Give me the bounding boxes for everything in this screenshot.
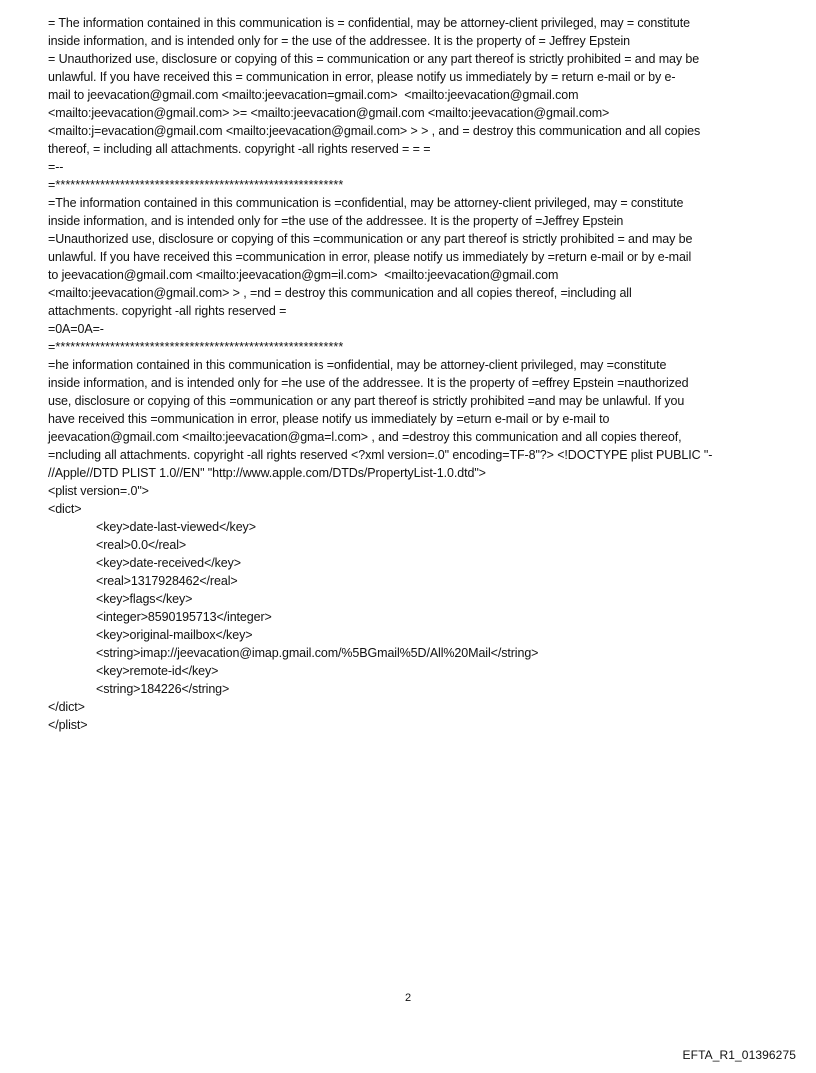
- text-line: = Unauthorized use, disclosure or copying of this = communication or any part thereof is strictly prohibited = and may be: [48, 52, 700, 66]
- text-line: attachments. copyright -all rights reserved =: [48, 304, 287, 318]
- text-line: thereof, = including all attachments. copyright -all rights reserved = = =: [48, 142, 431, 156]
- text-line: =The information contained in this communication is =confidential, may be attorney-client privileged, may = constitute: [48, 196, 684, 210]
- email-body: [48, 14, 778, 734]
- text-line: =Unauthorized use, disclosure or copying of this =communication or any part thereof is strictly prohibited = and may be: [48, 232, 693, 246]
- plist-entry: <string>184226</string>: [96, 682, 230, 696]
- text-line: inside information, and is intended only for =he use of the addressee. It is the property of =effrey Epstein =nauthorized: [48, 376, 689, 390]
- plist-entry: <string>imap://jeevacation@imap.gmail.com/%5BGmail%5D/All%20Mail</string>: [96, 646, 539, 660]
- text-line: <mailto:jeevacation@gmail.com> >= <mailto:jeevacation@gmail.com <mailto:jeevacation@gmail.com>: [48, 106, 610, 120]
- plist-entry: <key>date-last-viewed</key>: [96, 520, 256, 534]
- separator-line: =**********************************************************: [48, 178, 344, 192]
- plist-entry: <real>0.0</real>: [96, 538, 187, 552]
- plist-entry: <integer>8590195713</integer>: [96, 610, 272, 624]
- text-line: </plist>: [48, 718, 88, 732]
- text-line: use, disclosure or copying of this =ommunication or any part thereof is strictly prohibited =and may be unlawful. If you: [48, 394, 685, 408]
- plist-entry: <key>date-received</key>: [96, 556, 241, 570]
- text-line: <dict>: [48, 502, 82, 516]
- text-line: inside information, and is intended only for =the use of the addressee. It is the property of =Jeffrey Epstein: [48, 214, 624, 228]
- plist-entry: <key>remote-id</key>: [96, 664, 219, 678]
- separator-line: =**********************************************************: [48, 340, 344, 354]
- plist-entry: <key>original-mailbox</key>: [96, 628, 253, 642]
- text-line: //Apple//DTD PLIST 1.0//EN" "http://www.apple.com/DTDs/PropertyList-1.0.dtd">: [48, 466, 486, 480]
- text-line: =0A=0A=-: [48, 322, 104, 336]
- text-line: </dict>: [48, 700, 85, 714]
- text-line: <plist version=.0">: [48, 484, 149, 498]
- text-line: to jeevacation@gmail.com <mailto:jeevacation@gm=il.com> <mailto:jeevacation@gmail.com: [48, 268, 559, 282]
- plist-entry: <real>1317928462</real>: [96, 574, 238, 588]
- text-line: <mailto:j=evacation@gmail.com <mailto:jeevacation@gmail.com> > > , and = destroy this communication and all copies: [48, 124, 701, 138]
- text-line: unlawful. If you have received this = communication in error, please notify us immediately by = return e-mail or by e-: [48, 70, 676, 84]
- plist-entry: <key>flags</key>: [96, 592, 193, 606]
- text-line: = The information contained in this communication is = confidential, may be attorney-client privileged, may = constitute: [48, 16, 690, 30]
- text-line: inside information, and is intended only for = the use of the addressee. It is the property of = Jeffrey Epstein: [48, 34, 630, 48]
- bates-number: EFTA_R1_01396275: [682, 1048, 796, 1062]
- text-line: =--: [48, 160, 64, 174]
- text-line: mail to jeevacation@gmail.com <mailto:jeevacation=gmail.com> <mailto:jeevacation@gmail.com: [48, 88, 579, 102]
- text-line: <mailto:jeevacation@gmail.com> > , =nd = destroy this communication and all copies thereof, =including all: [48, 286, 632, 300]
- text-line: jeevacation@gmail.com <mailto:jeevacation@gma=l.com> , and =destroy this communication and all copies thereof,: [48, 430, 682, 444]
- page-number: 2: [404, 992, 412, 1004]
- text-line: have received this =ommunication in error, please notify us immediately by =eturn e-mail or by e-mail to: [48, 412, 610, 426]
- text-line: =he information contained in this communication is =onfidential, may be attorney-client privileged, may =constitute: [48, 358, 667, 372]
- text-line: unlawful. If you have received this =communication in error, please notify us immediately by =return e-mail or by e-mail: [48, 250, 692, 264]
- text-line: =ncluding all attachments. copyright -all rights reserved <?xml version=.0" encoding=TF-8"?> <!DOCTYPE plist PUBLIC "-: [48, 448, 713, 462]
